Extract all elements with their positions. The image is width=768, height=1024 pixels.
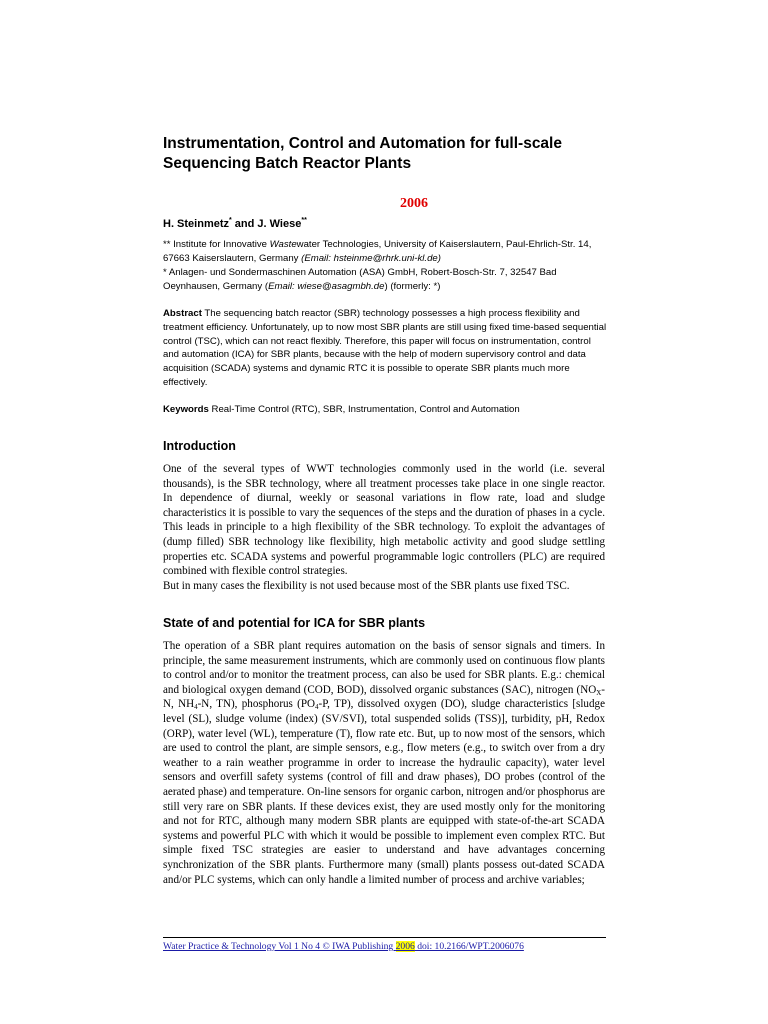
footer-journal: Water Practice & Technology Vol 1 No 4 © IWA Publishing — [163, 941, 396, 952]
affiliation-emphasis: Waste — [269, 239, 297, 250]
author-mark-2: ** — [301, 217, 307, 224]
footer-citation-link[interactable] — [163, 941, 524, 952]
subscript: 4 — [315, 703, 319, 712]
subscript: X — [596, 688, 602, 697]
footer-year-highlight: 2006 — [395, 941, 415, 952]
author-line — [163, 217, 307, 230]
paragraph-text: -N, TN), phosphorus (PO — [197, 698, 316, 711]
author-wiese: and J. Wiese — [231, 218, 302, 230]
paragraph-text: -P, TP), dissolved oxygen (DO), sludge characteristics [sludge level (SL), sludge volume (index) (SV/SVI), total suspended solids (TSS)], turbidity, pH, Redox (ORP), water level (WL), temperature (T), flow rate etc. But, up to now most of the sensors, which are used to control the plant, are simple sensors, e.g., flow meters (e.g., to switch over from a dry weather to a rain weather programme in order to increase the hydraulic capacity), water level sensors and overfill safety systems (control of fill and draw phases), DO probes (control of the aerated phase) and temperature. On-line sensors for organic carbon, nitrogen and/or phosphorus are still very rare on SBR plants. If these devices exist, they are used mostly only for the monitoring and not for RTC, although many modern SBR plants are equipped with state-of-the-art SCADA systems and powerful PLC with which it would be possible to implement even complex RTC. But simple fixed TSC strategies are easier to understand and have advantages concerning synchronization of the SBR plants. Furthermore many (small) plants possess out-dated SCADA and/or PLC systems, which can only handle a limited number of process and archive variables; — [163, 698, 605, 886]
affiliation-kaiserslautern — [163, 238, 608, 266]
paragraph-text: The operation of a SBR plant requires automation on the basis of sensor signals and timers. In principle, the same measurement instruments, which are commonly used on continuous flow plants to control and/or to monitor the treatment process, can also be used for SBR plants. E.g.: chemical and biological oxygen demand (COD, BOD), dissolved organic substances (SAC), nitrogen (NO — [163, 640, 605, 696]
abstract-label: Abstract — [163, 308, 202, 319]
footer-doi: doi: 10.2166/WPT.2006076 — [414, 941, 524, 952]
author-mark-1: * — [229, 217, 232, 224]
paragraph: One of the several types of WWT technologies commonly used in the world (i.e. several thousands), is the SBR technology, where all treatment processes take place in one single reactor. In dependence of diurnal, weekly or seasonal variations in flow rate, load and sludge characteristics it is possible to vary the sequences of the steps and the duration of phases in a cycle. This leads in principle to a high flexibility of the SBR technology. To exploit the advantages of (dump filled) SBR technology like flexibility, high metabolic activity and good sludge settling properties etc. SCADA systems and powerful programmable logic controllers (PLC) are required combined with flexible control strategies. — [163, 463, 605, 578]
affiliation-text: ** Institute for Innovative — [163, 239, 270, 250]
publication-year: 2006 — [400, 196, 428, 211]
section-heading-state: State of and potential for ICA for SBR plants — [163, 616, 426, 630]
affiliation-text: * Anlagen- und Sondermaschinen Automation (ASA) GmbH, Robert-Bosch-Str. 7, 32547 Bad Oeynhausen, Germany ( — [163, 267, 557, 292]
affiliation-text: water Technologies, University of Kaiserslautern, Paul-Ehrlich-Str. 14, 67663 Kaiserslautern, Germany — [163, 239, 592, 264]
email-steinmetz: (Email: hsteinme@rhrk.uni-kl.de) — [301, 252, 441, 264]
abstract — [163, 307, 608, 390]
keywords-label: Keywords — [163, 404, 209, 415]
paper-title: Instrumentation, Control and Automation for full-scale Sequencing Batch Reactor Plants — [163, 135, 562, 172]
paragraph-text: -N, NH — [163, 683, 605, 711]
section-heading-introduction: Introduction — [163, 439, 236, 453]
abstract-text: The sequencing batch reactor (SBR) technology possesses a high process flexibility and treatment efficiency. Unfortunately, up to now most SBR plants are still using fixed time-based sequential control (TSC), which can not react flexibly. Therefore, this paper will focus on instrumentation, control and automation (ICA) for SBR plants, because with the help of modern supervisory control and data acquisition (SCADA) systems and dynamic RTC it is possible to operate SBR plants much more effectively. — [163, 308, 607, 388]
state-body — [163, 639, 605, 887]
affiliation-asa — [163, 266, 608, 294]
subscript: 4 — [194, 703, 198, 712]
affiliation-text: ) (formerly: *) — [384, 280, 441, 292]
introduction-body — [163, 462, 605, 593]
keywords-text: Real-Time Control (RTC), SBR, Instrumentation, Control and Automation — [208, 404, 520, 415]
email-wiese: Email: wiese@asagmbh.de — [268, 280, 385, 292]
keywords — [163, 403, 608, 417]
paragraph: But in many cases the flexibility is not used because most of the SBR plants use fixed TSC. — [163, 579, 570, 592]
author-steinmetz: H. Steinmetz — [163, 218, 230, 230]
footer-rule — [163, 937, 606, 938]
